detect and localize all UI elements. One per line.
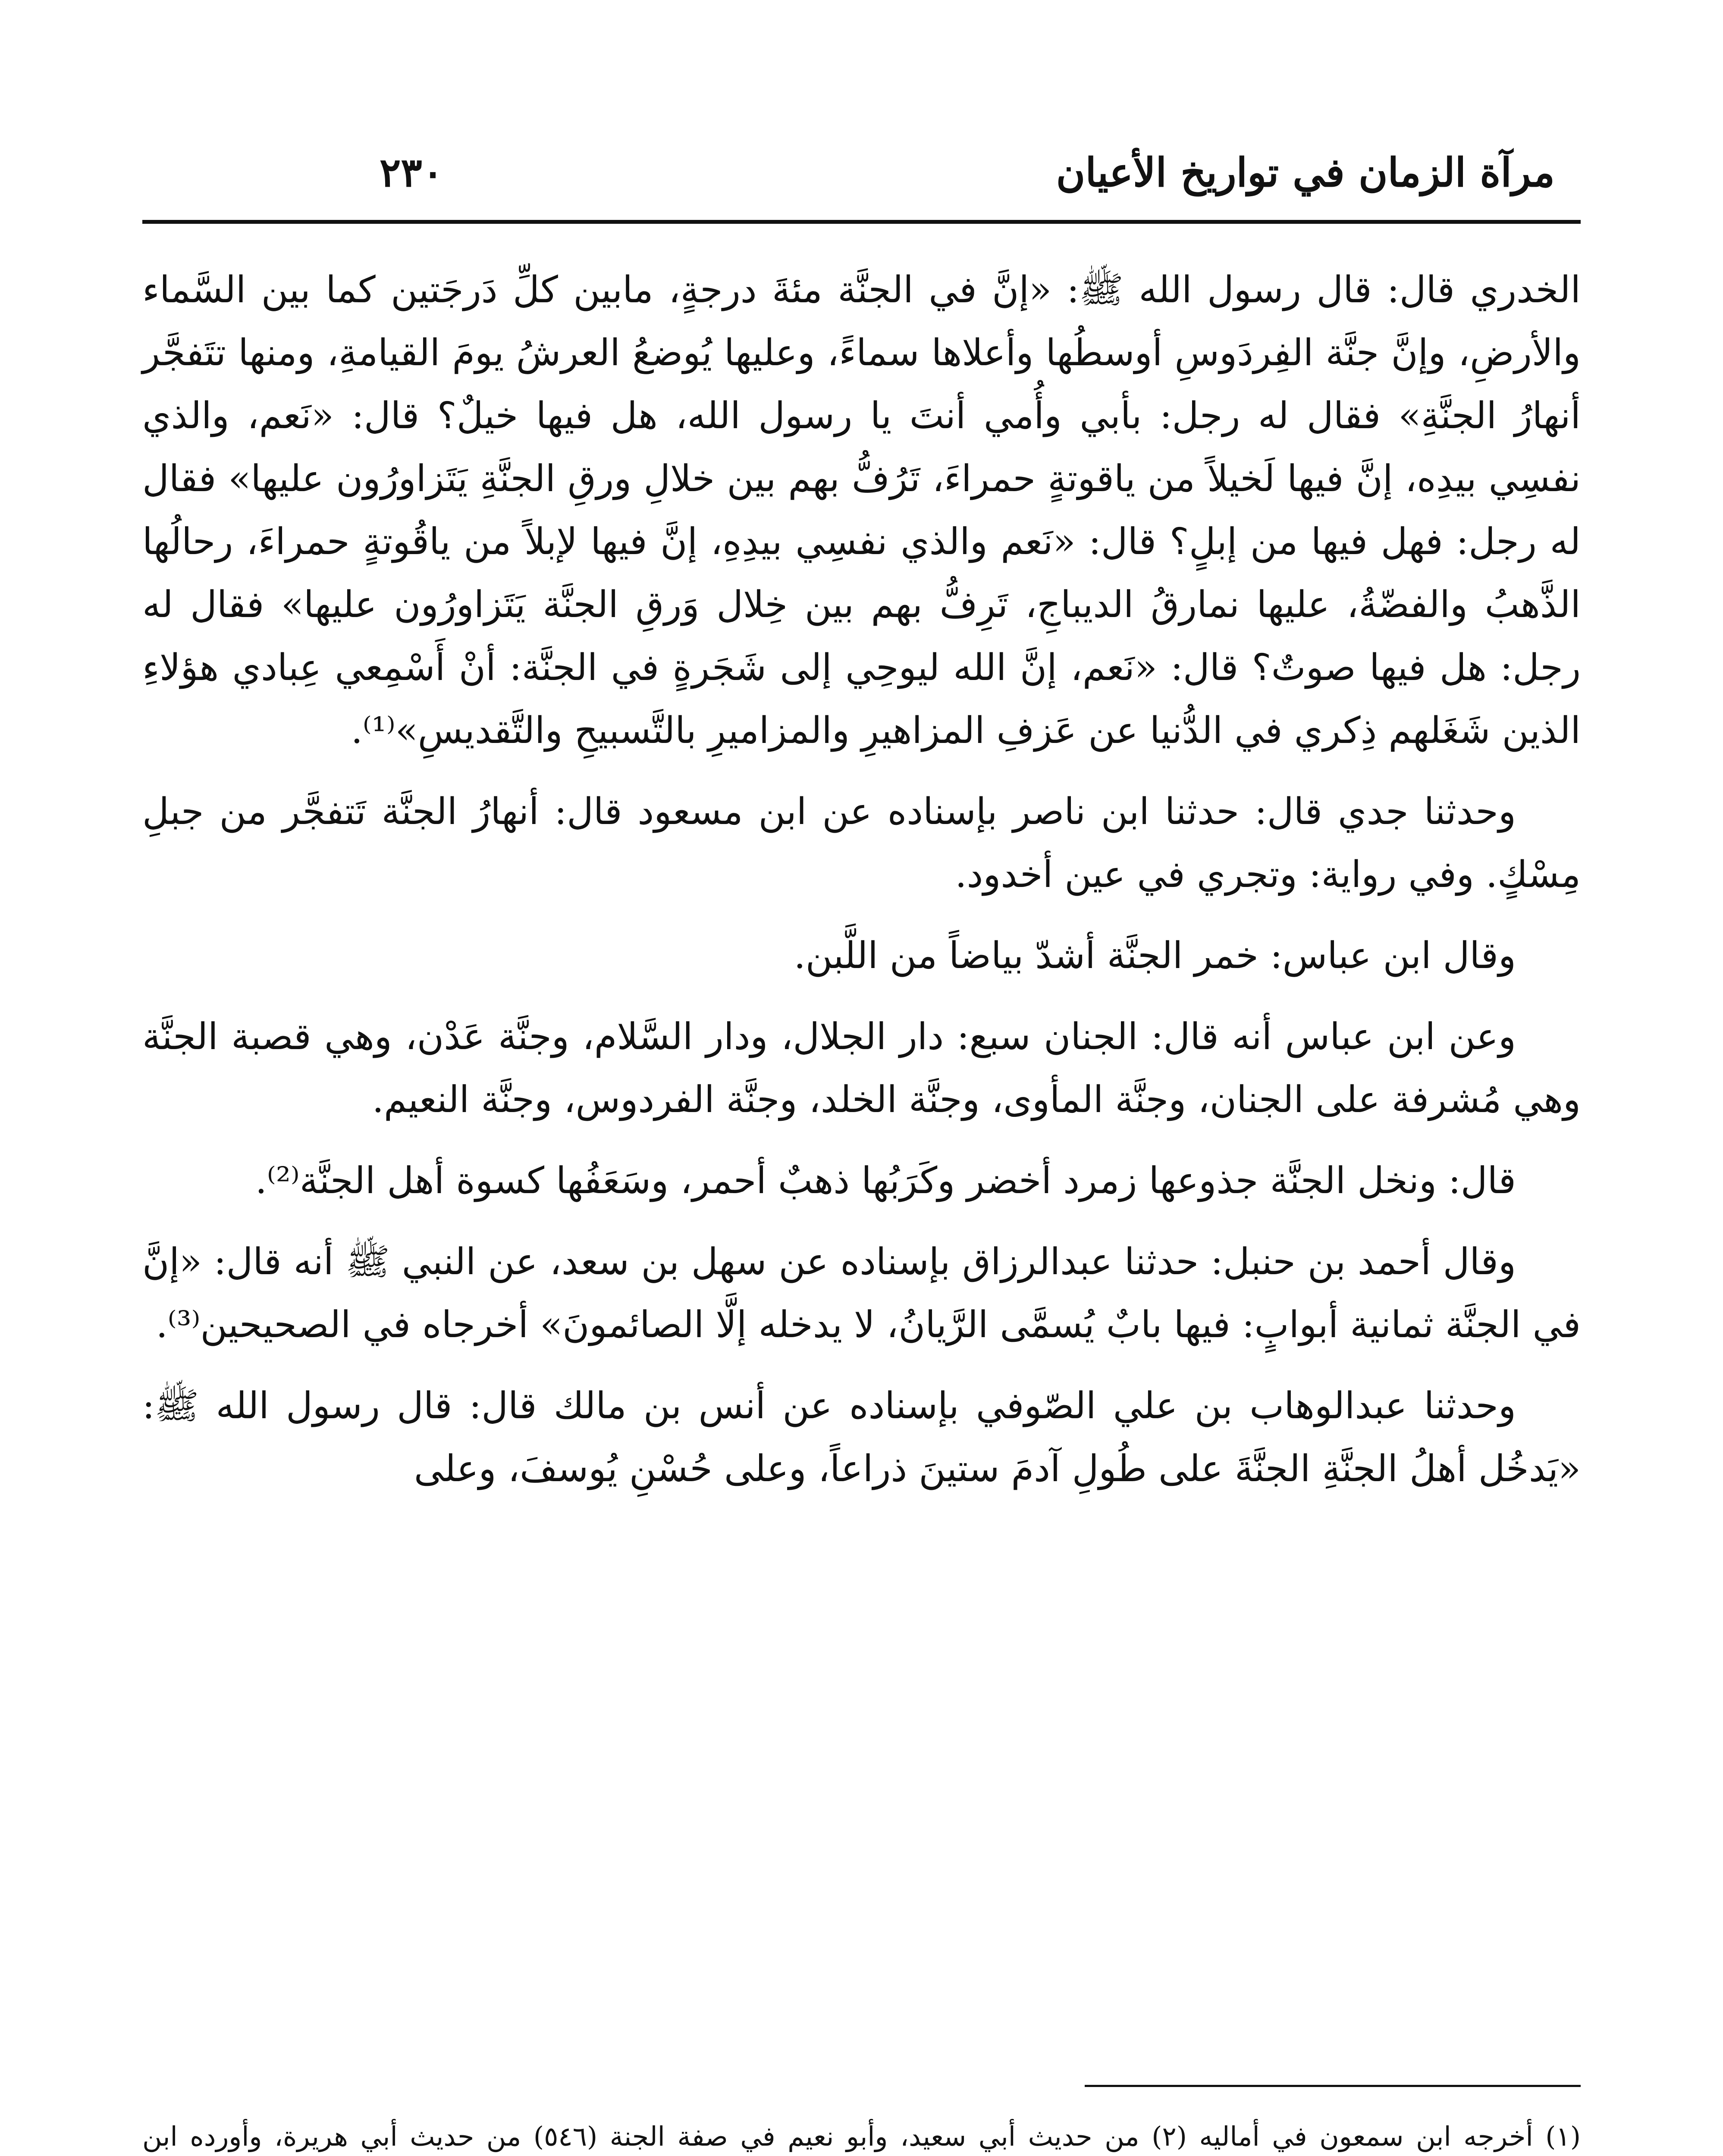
header-rule: [142, 220, 1581, 224]
paragraph-ibn-masud: وحدثنا جدي قال: حدثنا ابن ناصر بإسناده عن ابن مسعود قال: أنهارُ الجنَّة تَتفجَّر من جبلِ مِسْكٍ. وفي رواية: وتجري في عين أخدود.: [142, 790, 1581, 896]
paragraph-palm-trees: قال: ونخل الجنَّة جذوعها زمرد أخضر وكَرَبُها ذهبٌ أحمر، وسَعَفُها كسوة أهل الجنَّة⁽²⁾.: [255, 1159, 1516, 1202]
footnote-rule: [1085, 2085, 1581, 2087]
paragraph-seven-gardens: وعن ابن عباس أنه قال: الجنان سبع: دار الجلال، ودار السَّلام، وجنَّة عَدْن، وهي قصبة الجنَّة وهي مُشرفة على الجنان، وجنَّة المأوى، وجنَّة الخلد، وجنَّة الفردوس، وجنَّة النعيم.: [142, 1015, 1581, 1121]
page-number: ٢٣٠: [380, 149, 444, 196]
paragraph-adam-height: وحدثنا عبدالوهاب بن علي الصّوفي بإسناده عن أنس بن مالك قال: قال رسول الله ﷺ: «يَدخُل أهلُ الجنَّةِ الجنَّةَ على طُولِ آدمَ ستينَ ذراعاً، وعلى حُسْنِ يُوسفَ، وعلى: [142, 1385, 1581, 1490]
paragraph-rayyan-gate: وقال أحمد بن حنبل: حدثنا عبدالرزاق بإسناده عن سهل بن سعد، عن النبي ﷺ أنه قال: «إنَّ في الجنَّة ثمانية أبوابٍ: فيها بابٌ يُسمَّى الرَّيانُ، لا يدخله إلَّا الصائمونَ» أخرجاه في الصحيحين⁽³⁾.: [142, 1241, 1581, 1346]
running-title: مرآة الزمان في تواريخ الأعيان: [1056, 149, 1555, 196]
running-header: [142, 129, 1581, 216]
footnote-1: (١) أخرجه ابن سمعون في أماليه (٢) من حديث أبي سعيد، وأبو نعيم في صفة الجنة (٥٤٦) من حديث أبي هريرة، وأورده ابن: [142, 2121, 1581, 2152]
footnotes: [142, 2113, 1581, 2156]
main-text: [142, 259, 1581, 1519]
book-page: [142, 129, 1581, 2156]
paragraph-ibn-abbas-wine: وقال ابن عباس: خمر الجنَّة أشدّ بياضاً من اللَّبن.: [794, 934, 1516, 977]
paragraph-hadith-jannah-degrees: الخدري قال: قال رسول الله ﷺ: «إنَّ في الجنَّة مئةَ درجةٍ، مابين كلِّ دَرجَتين كما بين السَّماء والأرضِ، وإنَّ جنَّة الفِردَوسِ أوسطُها وأعلاها سماءً، وعليها يُوضعُ العرشُ يومَ القيامةِ، ومنها تتَفجَّر أنهارُ الجنَّةِ» فقال له رجل: بأبي وأُمي أنتَ يا رسول الله، هل فيها خيلٌ؟ قال: «نَعم، والذي نفسِي بيدِه، إنَّ فيها لَخيلاً من ياقوتةٍ حمراءَ، تَرُفُّ بهم بين خلالِ ورقِ الجنَّةِ يَتَزاورُون عليها» فقال له رجل: فهل فيها من إبلٍ؟ قال: «نَعم والذي نفسِي بيدِهِ، إنَّ فيها لإبلاً من ياقُوتةٍ حمراءَ، رحالُها الذَّهبُ والفضّةُ، عليها نمارقُ الديباجِ، تَرِفُّ بهم بين خِلال وَرقِ الجنَّة يَتَزاورُون عليها» فقال له رجل: هل فيها صوتٌ؟ قال: «نَعم، إنَّ الله ليوحِي إلى شَجَرةٍ في الجنَّة: أنْ أَسْمِعي عِبادي هؤلاءِ الذين شَغَلهم ذِكري في الدُّنيا عن عَزفِ المزاهيرِ والمزاميرِ بالتَّسبيحِ والتَّقديسِ»⁽¹⁾.: [142, 269, 1581, 752]
